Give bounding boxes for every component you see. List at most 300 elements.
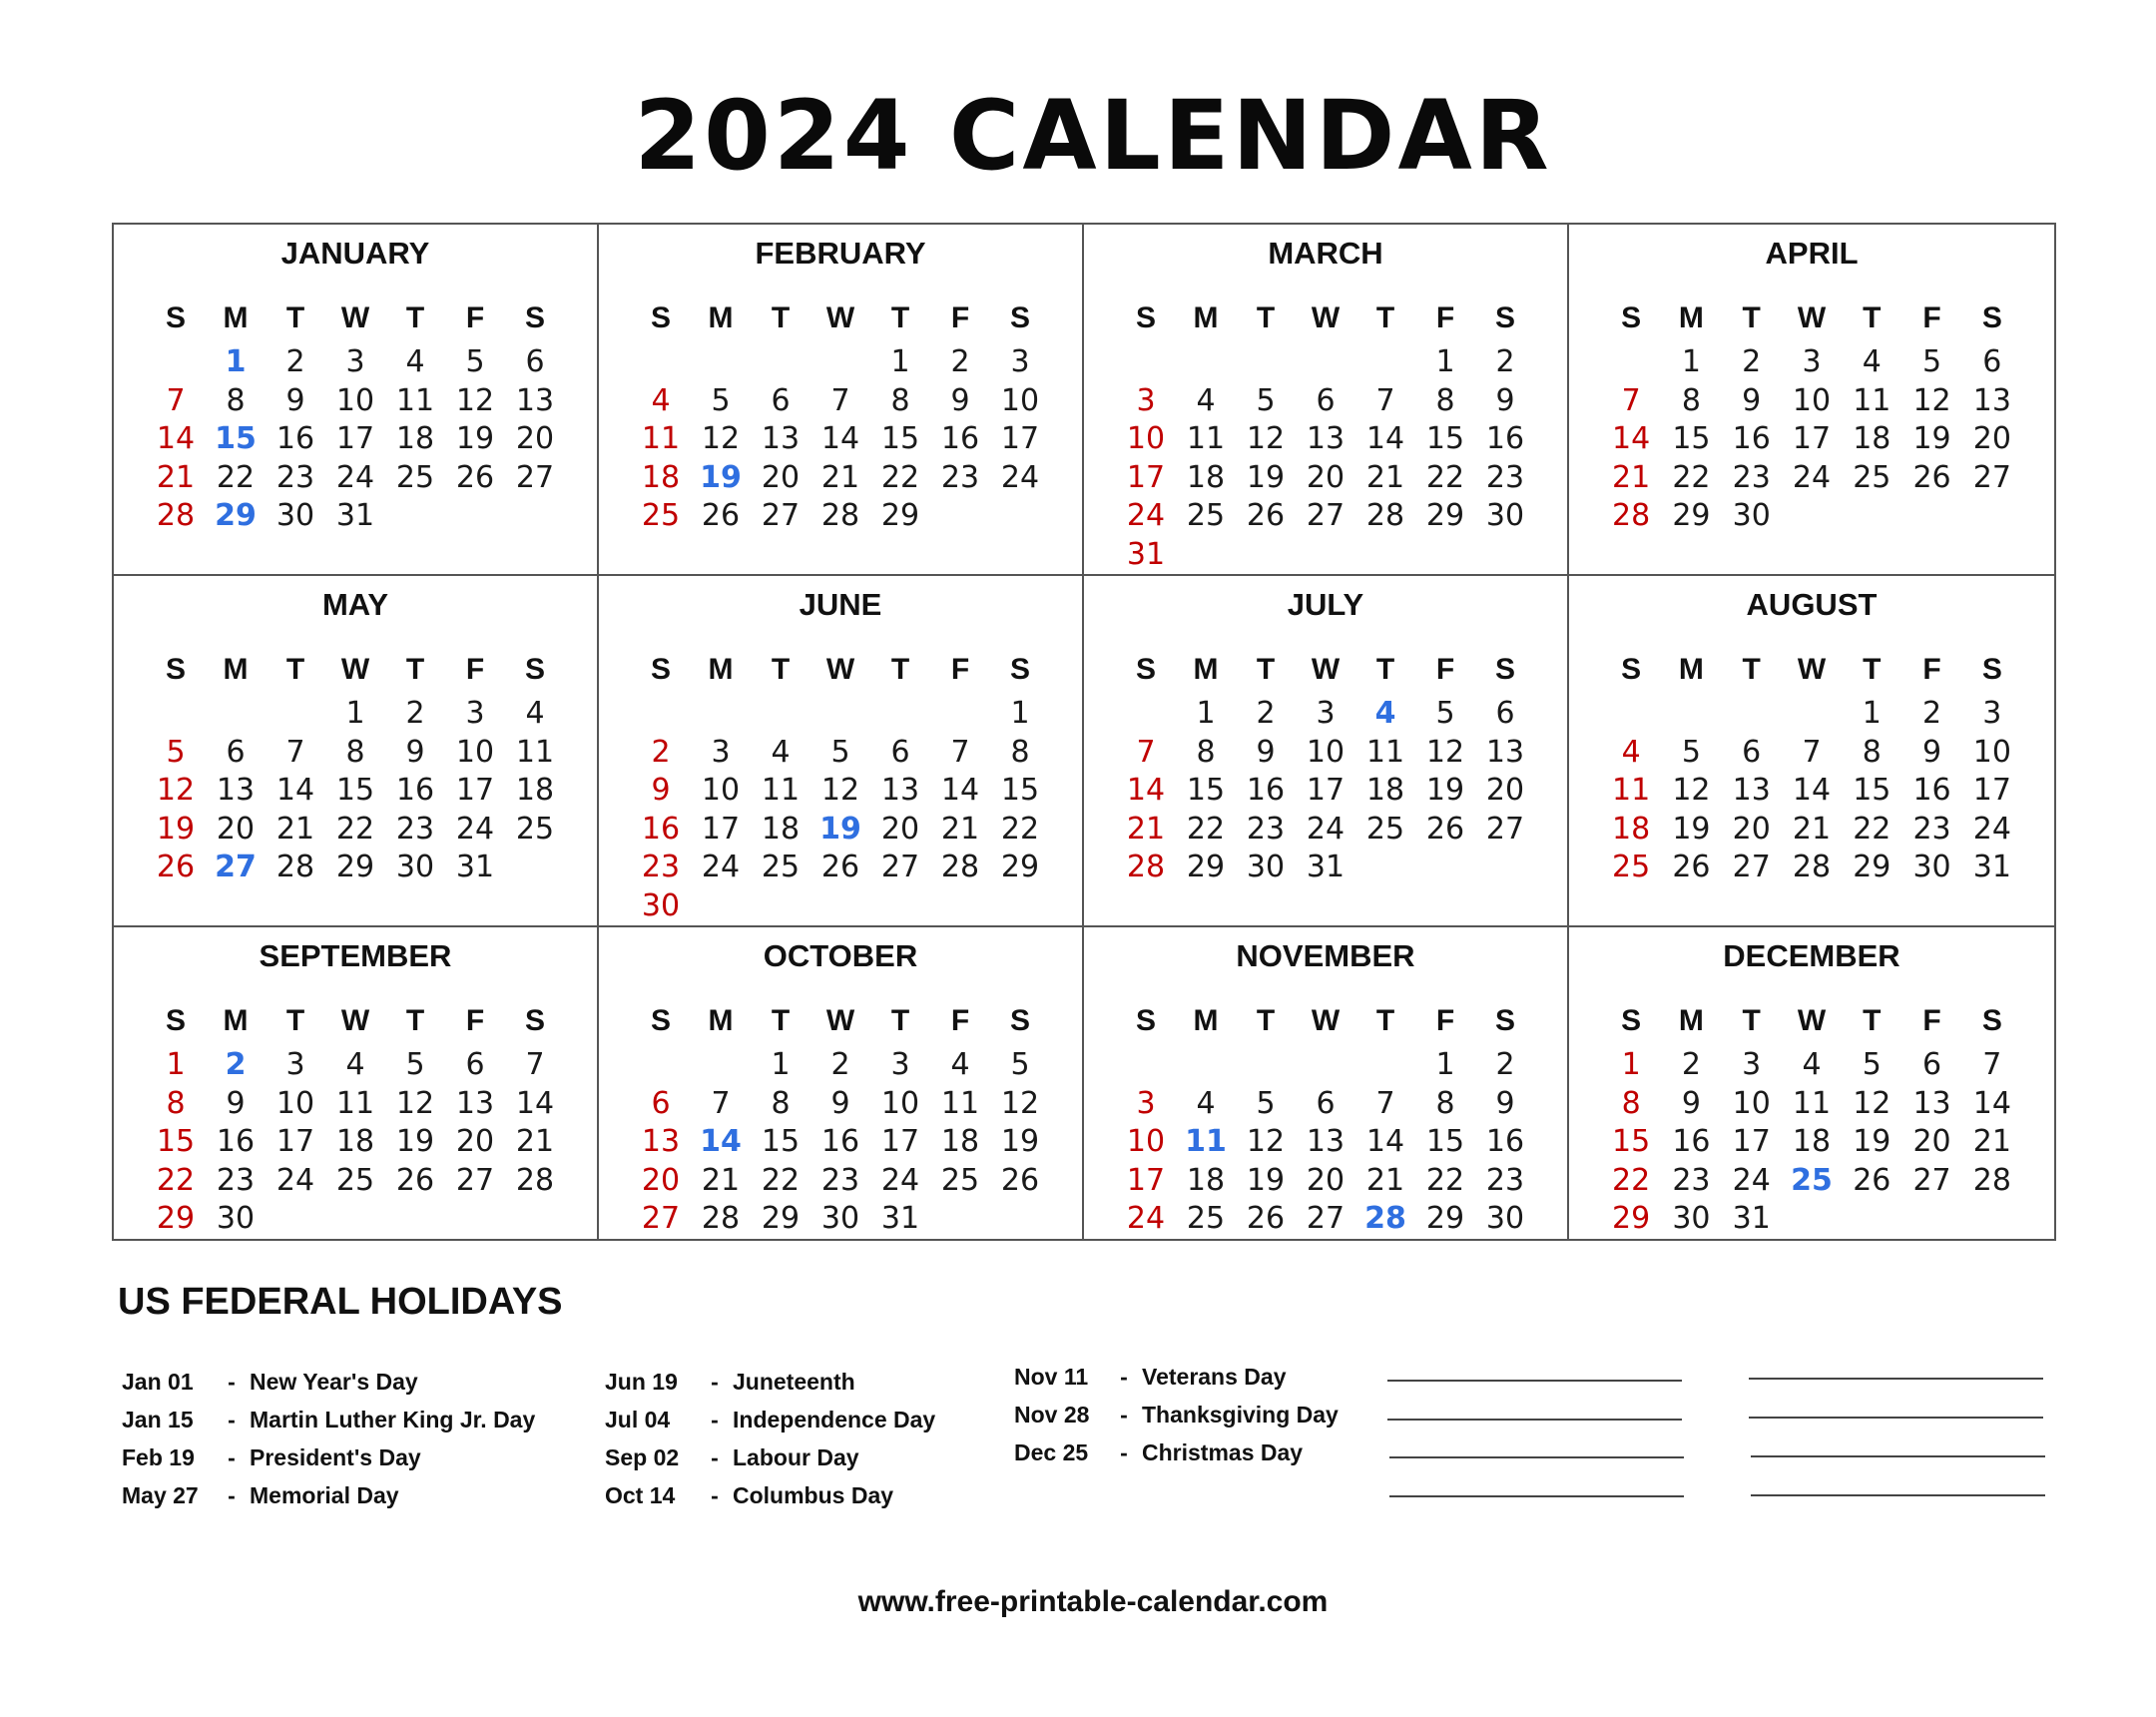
- weekday-label: S: [165, 301, 186, 334]
- holiday-dash: -: [1120, 1439, 1128, 1465]
- day-cell: 18: [515, 773, 555, 808]
- day-cell: 27: [641, 1201, 681, 1236]
- day-cell: 26: [1672, 850, 1711, 884]
- day-cell: 20: [880, 811, 920, 847]
- weekday-label: S: [1135, 653, 1156, 686]
- day-cell: 17: [275, 1124, 315, 1159]
- day-cell: 22: [1000, 811, 1040, 847]
- day-cell: 24: [1126, 1201, 1166, 1236]
- day-cell: 8: [1681, 382, 1701, 418]
- day-cell: 14: [515, 1085, 555, 1121]
- day-cell: 15: [1425, 1124, 1465, 1159]
- weekday-label: M: [223, 301, 249, 334]
- day-cell: 29: [1000, 850, 1040, 884]
- weekday-label: T: [771, 301, 791, 334]
- day-cell: 28: [1365, 498, 1405, 533]
- weekday-label: S: [1981, 653, 2002, 686]
- empty-cell: [691, 343, 751, 382]
- day-cell: 6: [1316, 1085, 1336, 1121]
- day-cell: 20: [1732, 811, 1771, 847]
- weekday-label: W: [1797, 1004, 1827, 1037]
- day-cell: 23: [216, 1162, 256, 1198]
- day-cell: 18: [335, 1124, 375, 1159]
- day-cell: 22: [1425, 1162, 1465, 1198]
- weekday-label: S: [650, 301, 671, 334]
- day-cell: 4: [1621, 734, 1641, 770]
- weekday-label: T: [1375, 301, 1395, 334]
- month-june: [599, 576, 1084, 927]
- day-cell: 8: [1435, 1085, 1455, 1121]
- day-cell: 6: [651, 1085, 671, 1121]
- day-cell: 12: [1246, 1124, 1286, 1159]
- weekday-label: S: [524, 1004, 545, 1037]
- day-cell: 2: [1495, 1047, 1515, 1082]
- day-cell: 14: [1792, 773, 1832, 808]
- day-cell: 3: [1316, 696, 1336, 731]
- weekday-label: W: [825, 1004, 855, 1037]
- empty-cell: [1176, 1046, 1236, 1085]
- day-cell: 31: [1306, 850, 1346, 884]
- holiday-row: [122, 1438, 535, 1476]
- blank-note-line: [1749, 1417, 2043, 1419]
- day-cell: 11: [761, 773, 801, 808]
- holiday-row: [605, 1401, 935, 1438]
- day-cell: 10: [275, 1085, 315, 1121]
- empty-cell: [1116, 695, 1176, 734]
- month-may: [114, 576, 599, 927]
- weekday-label: M: [1193, 301, 1219, 334]
- day-cell: 4: [525, 696, 545, 731]
- day-cell: 30: [1912, 850, 1951, 884]
- weekday-label: T: [1863, 653, 1882, 686]
- day-cell: 21: [940, 811, 980, 847]
- day-cell: 23: [1246, 811, 1286, 847]
- day-cell: 30: [1485, 498, 1525, 533]
- day-cell: 13: [1306, 1124, 1346, 1159]
- weekday-header: [146, 649, 565, 691]
- day-cell: 9: [1495, 1085, 1515, 1121]
- day-cell: 15: [1425, 421, 1465, 456]
- day-cell: 29: [1612, 1201, 1651, 1236]
- day-cell: 13: [1972, 382, 2011, 418]
- day-cell: 16: [1912, 773, 1951, 808]
- day-cell: 30: [275, 498, 315, 533]
- empty-cell: [1355, 343, 1415, 382]
- day-cell: 25: [1853, 459, 1891, 495]
- weekday-header: [1116, 1000, 1535, 1042]
- day-cell: 22: [1853, 811, 1891, 847]
- day-cell: 23: [940, 459, 980, 495]
- day-cell: 1: [890, 344, 910, 379]
- day-cell: 8: [1862, 734, 1882, 770]
- empty-cell: [810, 695, 870, 734]
- day-cell: 2: [285, 344, 305, 379]
- day-cell: 7: [1375, 382, 1395, 418]
- day-cell: 28: [940, 850, 980, 884]
- day-cell: 7: [1136, 734, 1156, 770]
- day-cell: 1: [1435, 344, 1455, 379]
- day-cell: 18: [1792, 1124, 1832, 1159]
- day-cell: 26: [455, 459, 495, 495]
- day-cell: 22: [156, 1162, 196, 1198]
- weekday-header: [631, 649, 1050, 691]
- day-cell: 4: [405, 344, 425, 379]
- day-cell: 21: [1365, 459, 1405, 495]
- day-cell: 20: [455, 1124, 495, 1159]
- holiday-dash: -: [228, 1482, 236, 1508]
- day-cell: 21: [275, 811, 315, 847]
- blank-note-line: [1751, 1455, 2045, 1457]
- day-cell: 22: [1672, 459, 1711, 495]
- day-grid: [146, 343, 565, 536]
- weekday-label: T: [405, 301, 425, 334]
- holiday-name: Independence Day: [733, 1407, 936, 1432]
- day-cell: 3: [465, 696, 485, 731]
- day-cell: 7: [1621, 382, 1641, 418]
- day-cell: 25: [641, 498, 681, 533]
- weekday-label: S: [1009, 301, 1030, 334]
- day-cell: 6: [771, 382, 791, 418]
- day-cell: 24: [1000, 459, 1040, 495]
- day-cell: 12: [1853, 1085, 1891, 1121]
- empty-cell: [1355, 1046, 1415, 1085]
- holiday-date: Oct 14: [605, 1482, 676, 1508]
- day-cell: 27: [1972, 459, 2011, 495]
- day-cell: 16: [1485, 421, 1525, 456]
- day-cell: 13: [455, 1085, 495, 1121]
- weekday-header: [631, 297, 1050, 339]
- weekday-label: T: [890, 301, 910, 334]
- day-cell: 14: [156, 421, 196, 456]
- day-cell: 19: [1425, 773, 1465, 808]
- weekday-label: S: [165, 653, 186, 686]
- weekday-label: S: [165, 1004, 186, 1037]
- day-cell: 6: [465, 1047, 485, 1082]
- day-grid: [1601, 695, 2022, 887]
- weekday-label: M: [223, 1004, 249, 1037]
- day-cell: 11: [940, 1085, 980, 1121]
- holiday-column-3: [1014, 1358, 1339, 1471]
- day-cell: 29: [761, 1201, 801, 1236]
- day-cell: 10: [1126, 1124, 1166, 1159]
- day-cell: 25: [1365, 811, 1405, 847]
- blank-note-line: [1751, 1494, 2045, 1496]
- day-cell: 23: [1485, 459, 1525, 495]
- weekday-label: S: [1494, 301, 1515, 334]
- day-cell: 25: [395, 459, 435, 495]
- day-cell: 13: [761, 421, 801, 456]
- weekday-label: S: [1621, 653, 1642, 686]
- day-cell: 3: [1136, 1085, 1156, 1121]
- day-cell: 19: [1912, 421, 1951, 456]
- day-grid: [1601, 1046, 2022, 1239]
- day-cell: 8: [1010, 734, 1030, 770]
- day-cell: 20: [1306, 1162, 1346, 1198]
- day-cell: 19: [1000, 1124, 1040, 1159]
- month-name: SEPTEMBER: [259, 938, 452, 973]
- day-cell: 24: [335, 459, 375, 495]
- day-cell: 24: [1126, 498, 1166, 533]
- day-grid: [631, 695, 1050, 925]
- blank-note-line: [1389, 1456, 1684, 1458]
- day-cell: 11: [395, 382, 435, 418]
- day-cell: 3: [1742, 1047, 1762, 1082]
- day-cell: 19: [1853, 1124, 1891, 1159]
- empty-cell: [810, 343, 870, 382]
- day-cell: 28: [275, 850, 315, 884]
- weekday-label: S: [650, 653, 671, 686]
- holiday-dash: -: [1120, 1402, 1128, 1428]
- day-cell: 16: [1246, 773, 1286, 808]
- weekday-label: W: [340, 1004, 370, 1037]
- day-cell: 20: [216, 811, 256, 847]
- day-cell: 23: [641, 850, 681, 884]
- day-cell: 2: [225, 1047, 247, 1082]
- holiday-name: Christmas Day: [1142, 1439, 1304, 1465]
- month-august: [1569, 576, 2054, 927]
- day-cell: 19: [395, 1124, 435, 1159]
- day-cell: 5: [1681, 734, 1701, 770]
- day-cell: 11: [1853, 382, 1891, 418]
- day-cell: 1: [345, 696, 365, 731]
- day-cell: 13: [1485, 734, 1525, 770]
- day-cell: 11: [1792, 1085, 1832, 1121]
- day-cell: 6: [890, 734, 910, 770]
- day-cell: 14: [820, 421, 860, 456]
- day-cell: 1: [225, 344, 247, 379]
- weekday-label: S: [1621, 301, 1642, 334]
- weekday-label: W: [825, 301, 855, 334]
- day-cell: 2: [1681, 1047, 1701, 1082]
- day-cell: 21: [156, 459, 196, 495]
- day-cell: 21: [1972, 1124, 2011, 1159]
- day-cell: 23: [275, 459, 315, 495]
- day-grid: [146, 1046, 565, 1239]
- weekday-label: S: [1135, 301, 1156, 334]
- day-cell: 26: [701, 498, 741, 533]
- day-cell: 3: [711, 734, 731, 770]
- day-cell: 8: [771, 1085, 791, 1121]
- holiday-row: [605, 1438, 935, 1476]
- day-cell: 15: [1672, 421, 1711, 456]
- empty-cell: [631, 1046, 691, 1085]
- day-cell: 7: [950, 734, 970, 770]
- day-grid: [1116, 695, 1535, 887]
- day-cell: 27: [1306, 1201, 1346, 1236]
- month-november: [1084, 927, 1569, 1239]
- day-cell: 18: [1186, 459, 1226, 495]
- weekday-label: T: [1375, 1004, 1395, 1037]
- day-cell: 29: [1186, 850, 1226, 884]
- weekday-label: F: [465, 1004, 485, 1037]
- weekday-label: F: [1922, 1004, 1941, 1037]
- day-cell: 3: [345, 344, 365, 379]
- day-cell: 8: [345, 734, 365, 770]
- day-cell: 26: [1912, 459, 1951, 495]
- day-cell: 14: [1365, 421, 1405, 456]
- weekday-label: S: [524, 653, 545, 686]
- weekday-label: S: [524, 301, 545, 334]
- day-cell: 1: [1196, 696, 1216, 731]
- holiday-row: [605, 1476, 935, 1514]
- month-february: [599, 225, 1084, 576]
- weekday-label: S: [1009, 1004, 1030, 1037]
- empty-cell: [1176, 343, 1236, 382]
- day-cell: 15: [156, 1124, 196, 1159]
- day-cell: 13: [1912, 1085, 1951, 1121]
- holiday-date: Jan 01: [122, 1369, 194, 1395]
- day-cell: 6: [1495, 696, 1515, 731]
- month-name: AUGUST: [1746, 587, 1878, 622]
- day-cell: 10: [1000, 382, 1040, 418]
- day-cell: 26: [1246, 498, 1286, 533]
- day-cell: 18: [641, 459, 681, 495]
- weekday-header: [146, 1000, 565, 1042]
- day-cell: 2: [651, 734, 671, 770]
- weekday-label: F: [950, 301, 970, 334]
- day-cell: 9: [1681, 1085, 1701, 1121]
- day-cell: 15: [880, 421, 920, 456]
- day-cell: 31: [1126, 536, 1166, 572]
- day-cell: 17: [1306, 773, 1346, 808]
- weekday-header: [631, 1000, 1050, 1042]
- empty-cell: [1661, 695, 1721, 734]
- day-cell: 16: [1672, 1124, 1711, 1159]
- day-cell: 18: [1186, 1162, 1226, 1198]
- holiday-name: Memorial Day: [250, 1482, 399, 1508]
- day-cell: 21: [1126, 811, 1166, 847]
- month-name: JULY: [1287, 587, 1364, 622]
- weekday-label: W: [340, 301, 370, 334]
- day-cell: 3: [1982, 696, 2002, 731]
- day-cell: 6: [1982, 344, 2002, 379]
- holiday-dash: -: [711, 1407, 719, 1432]
- day-cell: 5: [1922, 344, 1942, 379]
- holiday-date: May 27: [122, 1482, 199, 1508]
- weekday-header: [1116, 649, 1535, 691]
- day-cell: 9: [1495, 382, 1515, 418]
- day-cell: 23: [1485, 1162, 1525, 1198]
- day-cell: 6: [1742, 734, 1762, 770]
- holiday-row: [1014, 1396, 1339, 1433]
- day-cell: 11: [515, 734, 555, 770]
- day-cell: 23: [1912, 811, 1951, 847]
- day-cell: 12: [1425, 734, 1465, 770]
- weekday-label: W: [825, 653, 855, 686]
- day-cell: 4: [345, 1047, 365, 1082]
- day-cell: 24: [1306, 811, 1346, 847]
- weekday-label: M: [1193, 653, 1219, 686]
- day-cell: 12: [156, 773, 196, 808]
- day-cell: 20: [1485, 773, 1525, 808]
- day-cell: 19: [1672, 811, 1711, 847]
- day-cell: 29: [156, 1201, 196, 1236]
- weekday-label: S: [1135, 1004, 1156, 1037]
- day-cell: 17: [701, 811, 741, 847]
- day-cell: 29: [1425, 498, 1465, 533]
- day-cell: 9: [1922, 734, 1942, 770]
- day-cell: 21: [1365, 1162, 1405, 1198]
- day-cell: 13: [880, 773, 920, 808]
- day-cell: 21: [1792, 811, 1832, 847]
- day-cell: 5: [166, 734, 186, 770]
- day-cell: 9: [1256, 734, 1276, 770]
- empty-cell: [751, 695, 810, 734]
- day-cell: 10: [1126, 421, 1166, 456]
- day-cell: 7: [525, 1047, 545, 1082]
- weekday-label: T: [1375, 653, 1395, 686]
- empty-cell: [930, 695, 990, 734]
- weekday-label: T: [1256, 653, 1276, 686]
- holiday-dash: -: [228, 1369, 236, 1395]
- holiday-date: Feb 19: [122, 1444, 195, 1470]
- day-cell: 16: [1485, 1124, 1525, 1159]
- day-cell: 24: [880, 1162, 920, 1198]
- day-cell: 2: [405, 696, 425, 731]
- day-cell: 9: [405, 734, 425, 770]
- day-cell: 16: [395, 773, 435, 808]
- day-cell: 1: [1681, 344, 1701, 379]
- empty-cell: [751, 343, 810, 382]
- weekday-label: F: [1435, 1004, 1455, 1037]
- holiday-dash: -: [228, 1407, 236, 1432]
- weekday-label: M: [223, 653, 249, 686]
- day-cell: 3: [890, 1047, 910, 1082]
- day-cell: 15: [215, 421, 257, 456]
- weekday-label: S: [1981, 301, 2002, 334]
- holiday-name: Veterans Day: [1142, 1364, 1287, 1390]
- weekday-label: F: [1435, 301, 1455, 334]
- weekday-header: [1601, 649, 2022, 691]
- day-cell: 4: [1374, 696, 1396, 731]
- day-cell: 2: [1256, 696, 1276, 731]
- day-cell: 13: [1306, 421, 1346, 456]
- day-cell: 27: [1485, 811, 1525, 847]
- day-cell: 5: [1435, 696, 1455, 731]
- empty-cell: [1296, 1046, 1355, 1085]
- day-cell: 12: [1672, 773, 1711, 808]
- day-cell: 10: [1972, 734, 2011, 770]
- empty-cell: [266, 695, 325, 734]
- day-cell: 9: [950, 382, 970, 418]
- day-cell: 11: [1185, 1124, 1227, 1159]
- day-cell: 18: [940, 1124, 980, 1159]
- day-cell: 5: [1256, 1085, 1276, 1121]
- empty-cell: [691, 695, 751, 734]
- holiday-name: Thanksgiving Day: [1142, 1402, 1339, 1428]
- weekday-label: T: [405, 1004, 425, 1037]
- day-cell: 24: [455, 811, 495, 847]
- holiday-date: Jun 19: [605, 1369, 678, 1395]
- day-cell: 27: [761, 498, 801, 533]
- holiday-date: Sep 02: [605, 1444, 680, 1470]
- day-cell: 20: [761, 459, 801, 495]
- holiday-name: Juneteenth: [733, 1369, 855, 1395]
- day-cell: 6: [525, 344, 545, 379]
- day-cell: 2: [950, 344, 970, 379]
- day-cell: 15: [761, 1124, 801, 1159]
- holiday-dash: -: [228, 1444, 236, 1470]
- day-cell: 26: [156, 850, 196, 884]
- weekday-label: F: [950, 1004, 970, 1037]
- day-cell: 9: [285, 382, 305, 418]
- day-cell: 7: [711, 1085, 731, 1121]
- day-cell: 21: [820, 459, 860, 495]
- weekday-header: [1601, 1000, 2022, 1042]
- holiday-row: [122, 1401, 535, 1438]
- day-cell: 5: [405, 1047, 425, 1082]
- weekday-label: F: [465, 301, 485, 334]
